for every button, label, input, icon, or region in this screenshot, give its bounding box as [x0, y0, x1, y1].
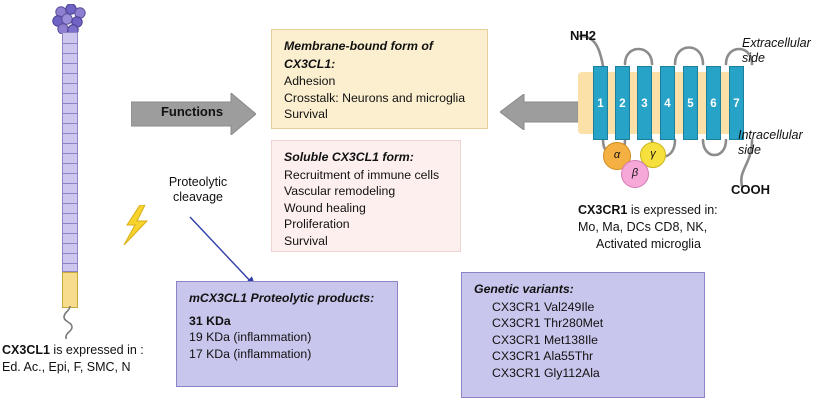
ligand-cytoplasmic-tail	[60, 306, 84, 340]
g-protein-alpha-subunit: α	[603, 142, 631, 170]
variants-box-item: CX3CR1 Thr280Met	[492, 316, 604, 330]
cleavage-line-2: cleavage	[172, 190, 224, 204]
proteolytic-products-box	[176, 281, 398, 387]
cleavage-line-1: Proteolytic	[168, 175, 228, 189]
receptor-expression-cells-line-2: Activated microglia	[596, 237, 701, 251]
ligand-expression-cells: Ed. Ac., Epi, F, SMC, N	[2, 360, 131, 374]
tm-helix-3: 3	[637, 66, 652, 140]
soluble-box-item: Proliferation	[284, 217, 350, 231]
soluble-form-box	[271, 140, 461, 252]
receptor-expression-caption	[578, 202, 818, 253]
extracellular-line-2: side	[742, 51, 765, 65]
ligand-transmembrane-segment	[62, 272, 78, 308]
membrane-box-title-line-2: CX3CL1:	[284, 56, 336, 71]
membrane-box-item: Survival	[284, 107, 328, 121]
intracellular-side-label	[738, 128, 822, 158]
products-box-main-value: 31 KDa	[189, 313, 231, 328]
extracellular-side-label	[742, 36, 822, 66]
intracellular-line-2: side	[738, 143, 761, 157]
functions-label: Functions	[160, 104, 224, 119]
tm-helix-2: 2	[615, 66, 630, 140]
membrane-bound-form-box	[271, 29, 488, 129]
g-protein-beta-subunit: β	[621, 160, 649, 188]
g-protein-gamma-subunit: γ	[640, 142, 666, 168]
soluble-box-item: Survival	[284, 233, 328, 248]
variants-box-item: CX3CR1 Gly112Ala	[492, 365, 600, 380]
n-terminus-label: NH2	[570, 28, 597, 43]
intracellular-line-1: Intracellular	[738, 128, 803, 142]
membrane-box-title-line-1: Membrane-bound form of	[284, 39, 433, 53]
receptor-expression-lead: is expressed in:	[630, 203, 718, 217]
soluble-box-item: Wound healing	[284, 200, 366, 215]
receptor-expression-cells-line-1: Mo, Ma, DCs CD8, NK,	[578, 220, 708, 234]
receptor-name: CX3CR1	[578, 203, 628, 217]
variants-box-item: CX3CR1 Val249Ile	[492, 299, 595, 314]
products-box-title: mCX3CL1 Proteolytic products:	[189, 291, 375, 305]
tm-helix-1: 1	[593, 66, 608, 140]
ligand-expression-lead: is expressed in :	[53, 343, 144, 357]
products-box-item: 19 KDa (inflammation)	[189, 330, 312, 344]
variants-box-item: CX3CR1 Ala55Thr	[492, 349, 594, 363]
variants-box-item: CX3CR1 Met138Ile	[492, 332, 598, 347]
membrane-box-item: Adhesion	[284, 74, 336, 88]
products-box-item: 17 KDa (inflammation)	[189, 346, 312, 361]
membrane-box-item: Crosstalk: Neurons and microglia	[284, 90, 466, 105]
soluble-box-item: Recruitment of immune cells	[284, 167, 440, 182]
soluble-box-title: Soluble CX3CL1 form:	[284, 150, 414, 164]
mucin-stalk	[62, 32, 78, 272]
tm-helix-5: 5	[683, 66, 698, 140]
genetic-variants-box	[461, 272, 705, 398]
tm-helix-4: 4	[660, 66, 675, 140]
ligand-expression-caption	[2, 342, 192, 376]
tm-helix-7: 7	[729, 66, 744, 140]
proteolytic-cleavage-label	[143, 175, 253, 205]
soluble-box-item: Vascular remodeling	[284, 184, 396, 198]
lightning-bolt-icon	[120, 205, 154, 245]
c-terminus-label: COOH	[731, 182, 770, 197]
chemokine-domain-icon	[52, 4, 88, 34]
variants-box-title: Genetic variants:	[474, 282, 574, 296]
ligand-name: CX3CL1	[2, 343, 50, 357]
tm-helix-6: 6	[706, 66, 721, 140]
extracellular-line-1: Extracellular	[742, 36, 811, 50]
